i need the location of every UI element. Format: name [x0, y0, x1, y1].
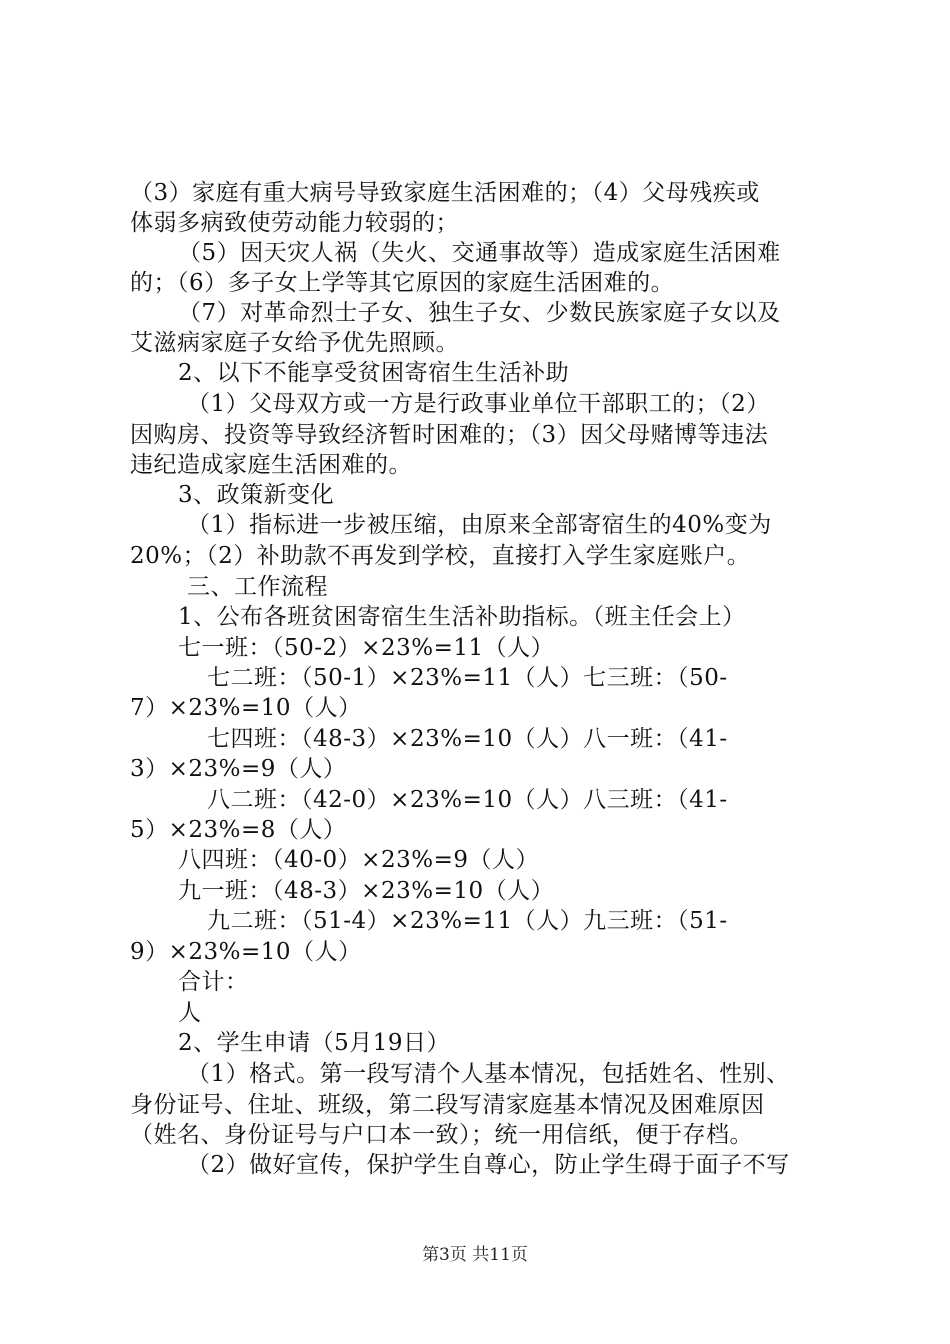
text-line: 七二班：（50-1）×23%=11（人）七三班：（50-: [207, 665, 728, 691]
text-line: （3）家庭有重大病号导致家庭生活困难的；（4）父母残疾或: [130, 180, 760, 206]
page-number-footer: 第3页 共11页: [422, 1245, 528, 1265]
text-line: （7）对革命烈士子女、独生子女、少数民族家庭子女以及: [178, 300, 781, 326]
text-line: 因购房、投资等导致经济暂时困难的；（3）因父母赌博等违法: [130, 422, 769, 448]
text-line: 的；（6）多子女上学等其它原因的家庭生活困难的。: [130, 270, 675, 296]
text-line: （1）格式。第一段写清个人基本情况，包括姓名、性别、: [187, 1061, 790, 1087]
text-line: 八四班：（40-0）×23%=9（人）: [178, 847, 539, 873]
text-line: 7）×23%=10（人）: [130, 695, 362, 721]
text-line: 违纪造成家庭生活困难的。: [130, 452, 412, 478]
text-line: 合计：: [178, 969, 249, 995]
section-heading: 3、政策新变化: [178, 482, 335, 508]
text-line: （2）做好宣传，保护学生自尊心，防止学生碍于面子不写: [187, 1152, 790, 1178]
section-heading: 2、以下不能享受贫困寄宿生生活补助: [178, 360, 570, 386]
text-line: 1、公布各班贫困寄宿生生活补助指标。（班主任会上）: [178, 604, 746, 630]
section-heading: 2、学生申请（5月19日）: [178, 1030, 451, 1056]
text-line: 9）×23%=10（人）: [130, 939, 362, 965]
text-line: 七四班：（48-3）×23%=10（人）八一班：（41-: [207, 726, 728, 752]
text-line: 3）×23%=9（人）: [130, 756, 347, 782]
text-line: （姓名、身份证号与户口本一致）；统一用信纸，便于存档。: [130, 1122, 753, 1148]
text-line: 艾滋病家庭子女给予优先照顾。: [130, 330, 459, 356]
text-line: 身份证号、住址、班级，第二段写清家庭基本情况及困难原因: [130, 1092, 765, 1118]
text-line: 5）×23%=8（人）: [130, 817, 347, 843]
text-line: 20%；（2）补助款不再发到学校，直接打入学生家庭账户。: [130, 543, 751, 569]
text-line: 七一班：（50-2）×23%=11（人）: [178, 635, 555, 661]
text-line: 九一班：（48-3）×23%=10（人）: [178, 878, 555, 904]
text-line: 体弱多病致使劳动能力较弱的；: [130, 210, 459, 236]
text-line: 九二班：（51-4）×23%=11（人）九三班：（51-: [207, 908, 728, 934]
text-line: （1）父母双方或一方是行政事业单位干部职工的；（2）: [187, 391, 770, 417]
section-heading: 三、工作流程: [187, 574, 328, 600]
text-line: 八二班：（42-0）×23%=10（人）八三班：（41-: [207, 787, 728, 813]
text-line: （5）因天灾人祸（失火、交通事故等）造成家庭生活困难: [178, 240, 781, 266]
text-line: 人: [178, 1000, 202, 1026]
text-line: （1）指标进一步被压缩，由原来全部寄宿生的40%变为: [187, 512, 772, 538]
